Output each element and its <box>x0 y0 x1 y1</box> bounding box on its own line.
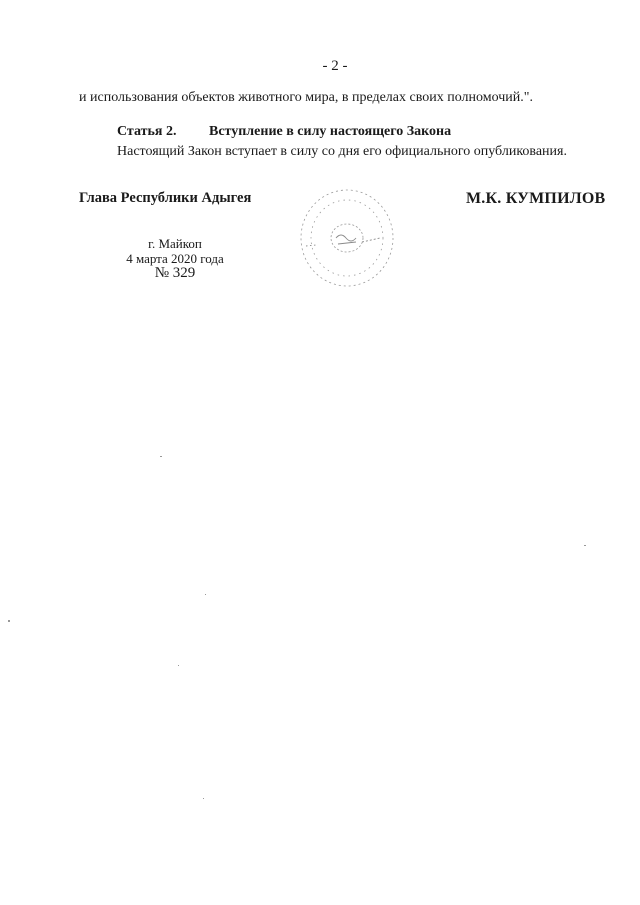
scan-speck <box>203 798 204 799</box>
article-body: Настоящий Закон вступает в силу со дня его официального опубликования. <box>117 144 567 159</box>
document-number: № 329 <box>154 265 196 281</box>
article-title: Вступление в силу настоящего Закона <box>209 124 452 139</box>
scan-speck <box>160 456 162 457</box>
continuation-text: и использования объектов животного мира, в пределах своих полномочий.". <box>79 90 533 105</box>
place-date-block <box>120 236 230 281</box>
scan-speck <box>178 665 179 666</box>
signer-name: М.К. КУМПИЛОВ <box>466 190 606 207</box>
article-heading <box>117 124 451 140</box>
scan-speck <box>584 545 586 546</box>
article-number: Статья 2. <box>117 124 177 139</box>
page-number: - 2 - <box>322 58 348 74</box>
signer-title: Глава Республики Адыгея <box>79 190 252 206</box>
scan-speck <box>205 594 206 595</box>
date: 4 марта 2020 года <box>126 251 224 266</box>
city: г. Майкоп <box>148 236 202 251</box>
faint-seal-stamp <box>292 180 402 300</box>
scan-speck <box>8 620 10 622</box>
